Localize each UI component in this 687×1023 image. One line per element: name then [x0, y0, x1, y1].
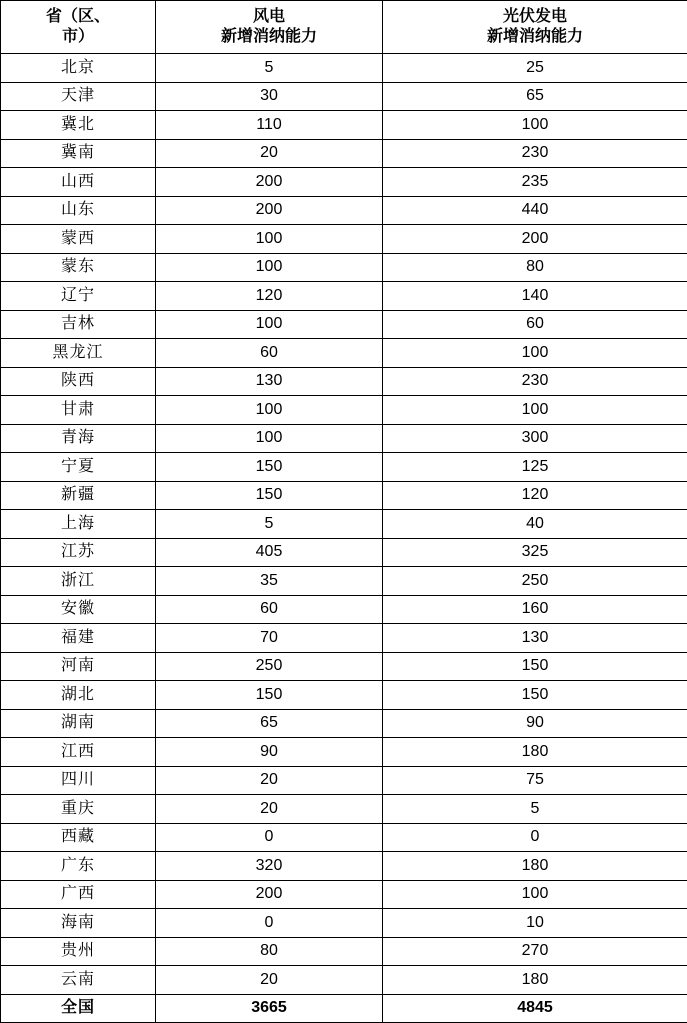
- cell-solar-capacity: 325: [383, 538, 687, 567]
- cell-solar-capacity: 180: [383, 738, 687, 767]
- table-row: [1, 681, 687, 710]
- table-row: [1, 994, 687, 1023]
- cell-wind-capacity: 100: [156, 424, 383, 453]
- cell-province: 吉林: [1, 310, 156, 339]
- table-row: [1, 453, 687, 482]
- table-row: [1, 823, 687, 852]
- cell-province: 云南: [1, 966, 156, 995]
- table-row: [1, 624, 687, 653]
- cell-solar-capacity: 180: [383, 966, 687, 995]
- cell-solar-capacity: 5: [383, 795, 687, 824]
- cell-wind-capacity: 320: [156, 852, 383, 881]
- cell-province: 蒙东: [1, 253, 156, 282]
- column-header-solar-line1: 光伏发电: [383, 7, 687, 27]
- cell-solar-capacity: 150: [383, 681, 687, 710]
- table-row: [1, 139, 687, 168]
- table-row: [1, 310, 687, 339]
- cell-province: 贵州: [1, 937, 156, 966]
- cell-wind-capacity: 5: [156, 510, 383, 539]
- column-header-province-line1: 省（区、: [1, 7, 155, 27]
- cell-province: 湖北: [1, 681, 156, 710]
- table-row: [1, 852, 687, 881]
- cell-solar-capacity: 160: [383, 595, 687, 624]
- table-row: [1, 282, 687, 311]
- cell-solar-capacity: 10: [383, 909, 687, 938]
- table-row: [1, 82, 687, 111]
- cell-province: 宁夏: [1, 453, 156, 482]
- cell-solar-capacity: 120: [383, 481, 687, 510]
- cell-wind-capacity: 65: [156, 709, 383, 738]
- cell-wind-capacity: 5: [156, 54, 383, 83]
- cell-wind-capacity: 80: [156, 937, 383, 966]
- cell-wind-capacity: 30: [156, 82, 383, 111]
- cell-province: 山东: [1, 196, 156, 225]
- cell-wind-capacity: 150: [156, 481, 383, 510]
- cell-solar-capacity: 100: [383, 396, 687, 425]
- cell-province: 西藏: [1, 823, 156, 852]
- table-row: [1, 481, 687, 510]
- table-row: [1, 538, 687, 567]
- cell-province: 全国: [1, 994, 156, 1023]
- cell-wind-capacity: 150: [156, 681, 383, 710]
- cell-wind-capacity: 110: [156, 111, 383, 140]
- table-row: [1, 424, 687, 453]
- cell-province: 甘肃: [1, 396, 156, 425]
- cell-solar-capacity: 125: [383, 453, 687, 482]
- cell-province: 河南: [1, 652, 156, 681]
- cell-solar-capacity: 230: [383, 367, 687, 396]
- cell-wind-capacity: 200: [156, 196, 383, 225]
- column-header-wind-line2: 新增消纳能力: [156, 27, 382, 47]
- table-row: [1, 880, 687, 909]
- cell-province: 冀北: [1, 111, 156, 140]
- cell-solar-capacity: 0: [383, 823, 687, 852]
- column-header-wind: [156, 1, 383, 54]
- cell-province: 湖南: [1, 709, 156, 738]
- table-row: [1, 909, 687, 938]
- cell-province: 福建: [1, 624, 156, 653]
- cell-wind-capacity: 0: [156, 909, 383, 938]
- cell-solar-capacity: 90: [383, 709, 687, 738]
- column-header-province: [1, 1, 156, 54]
- cell-wind-capacity: 200: [156, 880, 383, 909]
- table-row: [1, 510, 687, 539]
- cell-province: 新疆: [1, 481, 156, 510]
- cell-wind-capacity: 100: [156, 253, 383, 282]
- cell-solar-capacity: 80: [383, 253, 687, 282]
- cell-wind-capacity: 0: [156, 823, 383, 852]
- cell-province: 青海: [1, 424, 156, 453]
- cell-wind-capacity: 405: [156, 538, 383, 567]
- cell-solar-capacity: 100: [383, 339, 687, 368]
- cell-province: 黑龙江: [1, 339, 156, 368]
- table-body: [1, 54, 687, 1023]
- cell-solar-capacity: 200: [383, 225, 687, 254]
- cell-solar-capacity: 230: [383, 139, 687, 168]
- cell-wind-capacity: 3665: [156, 994, 383, 1023]
- cell-wind-capacity: 90: [156, 738, 383, 767]
- cell-province: 北京: [1, 54, 156, 83]
- table-row: [1, 396, 687, 425]
- table-row: [1, 937, 687, 966]
- cell-solar-capacity: 60: [383, 310, 687, 339]
- cell-wind-capacity: 150: [156, 453, 383, 482]
- cell-province: 辽宁: [1, 282, 156, 311]
- column-header-solar-line2: 新增消纳能力: [383, 27, 687, 47]
- table-row: [1, 225, 687, 254]
- cell-province: 江苏: [1, 538, 156, 567]
- cell-province: 广东: [1, 852, 156, 881]
- column-header-wind-line1: 风电: [156, 7, 382, 27]
- cell-province: 冀南: [1, 139, 156, 168]
- cell-solar-capacity: 40: [383, 510, 687, 539]
- column-header-province-line2: 市）: [1, 27, 155, 47]
- table-row: [1, 339, 687, 368]
- table-row: [1, 367, 687, 396]
- cell-wind-capacity: 60: [156, 339, 383, 368]
- table-row: [1, 652, 687, 681]
- cell-solar-capacity: 75: [383, 766, 687, 795]
- table-header-row: [1, 1, 687, 54]
- cell-solar-capacity: 25: [383, 54, 687, 83]
- table-row: [1, 795, 687, 824]
- cell-wind-capacity: 200: [156, 168, 383, 197]
- cell-wind-capacity: 100: [156, 225, 383, 254]
- cell-wind-capacity: 130: [156, 367, 383, 396]
- cell-province: 天津: [1, 82, 156, 111]
- cell-province: 浙江: [1, 567, 156, 596]
- table-row: [1, 567, 687, 596]
- cell-solar-capacity: 65: [383, 82, 687, 111]
- cell-wind-capacity: 60: [156, 595, 383, 624]
- table-row: [1, 111, 687, 140]
- cell-solar-capacity: 235: [383, 168, 687, 197]
- cell-province: 山西: [1, 168, 156, 197]
- cell-wind-capacity: 20: [156, 139, 383, 168]
- cell-wind-capacity: 250: [156, 652, 383, 681]
- table-row: [1, 196, 687, 225]
- table-row: [1, 253, 687, 282]
- cell-province: 安徽: [1, 595, 156, 624]
- cell-solar-capacity: 180: [383, 852, 687, 881]
- cell-province: 江西: [1, 738, 156, 767]
- cell-solar-capacity: 140: [383, 282, 687, 311]
- cell-province: 上海: [1, 510, 156, 539]
- cell-province: 重庆: [1, 795, 156, 824]
- table-row: [1, 54, 687, 83]
- cell-solar-capacity: 4845: [383, 994, 687, 1023]
- cell-wind-capacity: 20: [156, 795, 383, 824]
- cell-solar-capacity: 100: [383, 111, 687, 140]
- cell-solar-capacity: 150: [383, 652, 687, 681]
- table-row: [1, 595, 687, 624]
- cell-province: 蒙西: [1, 225, 156, 254]
- cell-wind-capacity: 120: [156, 282, 383, 311]
- cell-province: 陕西: [1, 367, 156, 396]
- cell-solar-capacity: 250: [383, 567, 687, 596]
- cell-wind-capacity: 20: [156, 966, 383, 995]
- cell-wind-capacity: 100: [156, 396, 383, 425]
- column-header-solar: [383, 1, 687, 54]
- cell-wind-capacity: 70: [156, 624, 383, 653]
- table-row: [1, 738, 687, 767]
- cell-solar-capacity: 270: [383, 937, 687, 966]
- cell-solar-capacity: 130: [383, 624, 687, 653]
- cell-province: 四川: [1, 766, 156, 795]
- cell-solar-capacity: 100: [383, 880, 687, 909]
- cell-wind-capacity: 35: [156, 567, 383, 596]
- table-row: [1, 766, 687, 795]
- table-header: [1, 1, 687, 54]
- table-row: [1, 168, 687, 197]
- cell-province: 海南: [1, 909, 156, 938]
- table-row: [1, 709, 687, 738]
- cell-solar-capacity: 440: [383, 196, 687, 225]
- cell-wind-capacity: 100: [156, 310, 383, 339]
- cell-province: 广西: [1, 880, 156, 909]
- cell-wind-capacity: 20: [156, 766, 383, 795]
- cell-solar-capacity: 300: [383, 424, 687, 453]
